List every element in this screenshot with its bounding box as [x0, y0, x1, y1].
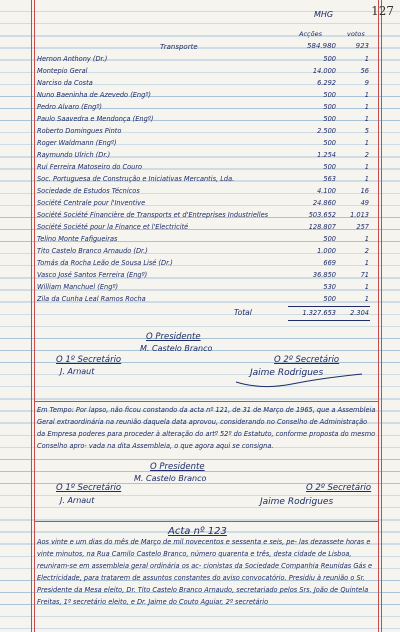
shareholder-row — [0, 283, 400, 294]
shareholder-shares: 128.807 — [308, 223, 336, 231]
shareholder-votes: 49 — [360, 199, 369, 207]
shareholder-votes: 1 — [364, 55, 369, 63]
shareholder-name: Roberto Domingues Pinto — [37, 127, 122, 135]
shareholder-name: Hernon Anthony (Dr.) — [37, 55, 108, 63]
shareholder-shares: 500 — [323, 163, 336, 171]
shareholder-shares: 14.000 — [312, 67, 336, 75]
shareholder-row — [0, 151, 400, 162]
shareholder-votes: 1 — [364, 91, 369, 99]
shareholder-row — [0, 295, 400, 306]
shareholder-row — [0, 55, 400, 66]
shareholder-name: William Manchuel (Engº) — [37, 283, 119, 291]
transport-label: Transporte — [160, 43, 198, 51]
shareholder-row — [0, 91, 400, 102]
shareholder-row — [0, 67, 400, 78]
shareholder-name: Société Centrale pour l'Inventive — [37, 199, 146, 207]
shareholder-name: Paulo Saavedra e Mendonça (Engº) — [37, 115, 154, 123]
shareholder-votes: 1 — [364, 175, 369, 183]
president-title-2: O Presidente — [150, 462, 205, 472]
shareholder-votes: 2 — [364, 151, 369, 159]
column-header-shares: Acções — [299, 30, 322, 38]
shareholder-votes: 56 — [360, 67, 369, 75]
first-secretary-signature-2: J. Arnaut — [60, 496, 95, 505]
shareholder-row — [0, 271, 400, 282]
second-secretary-signature-2: Jaime Rodrigues — [260, 497, 334, 507]
shareholder-votes: 1 — [364, 235, 369, 243]
correction-paragraph: Em Tempo: Por lapso, não ficou constando da acta nº 121, de 31 de Março de 1965, que a Assembleia Geral extraordinária na reunião daquela data aprovou, considerando no Conselho de Administração da Empresa poderes para proceder à alteração do artº 52º do Estatuto, conforme proposta do mesmo Conselho apro- vada na dita Assembleia, o que agora aqui se consigna. — [37, 406, 376, 451]
shareholder-name: Roger Waldmann (Engº) — [37, 139, 117, 147]
page-mark: MHG — [314, 10, 334, 19]
acta-paragraph: Aos vinte e um dias do mês de Março de mil novecentos e sessenta e seis, pe- las dezassete horas e vinte minutos, na Rua Camilo Castelo Branco, número quarenta e três, desta cidade de Lisboa, reuniram-se em assembleia geral ordinária os ac- cionistas da Sociedade Companhia Reunidas Gás e Electricidade, para tratarem de assuntos constantes do aviso convocatório. Presidiu à reunião o Sr. Presidente da Mesa eleito, Dr. Tito Castelo Branco Arnaudo, secretariado pelos Srs. João de Quintela Freitas, 1º secretário eleito, e Dr. Jaime do Couto Aguiar, 2º secretário — [37, 538, 373, 607]
shareholder-name: Rui Ferreira Matoseiro do Couro — [37, 163, 143, 171]
shareholder-row — [0, 259, 400, 270]
shareholder-votes: 2 — [364, 247, 369, 255]
shareholder-shares: 503.652 — [308, 211, 336, 219]
president-title: O Presidente — [146, 332, 201, 342]
transport-votes: 923 — [355, 42, 369, 50]
shareholder-name: Nuno Baeninha de Azevedo (Engº) — [37, 91, 151, 99]
shareholder-row — [0, 247, 400, 258]
shareholder-name: Tito Castelo Branco Arnaudo (Dr.) — [37, 247, 148, 255]
page-number: 127 — [371, 4, 394, 18]
total-double-rule — [288, 320, 370, 321]
first-secretary-title: O 1º Secretário — [56, 355, 122, 365]
shareholder-row — [0, 235, 400, 246]
shareholder-shares: 2.500 — [317, 127, 336, 135]
shareholder-shares: 36.850 — [312, 271, 336, 279]
shareholder-shares: 500 — [323, 91, 336, 99]
shareholder-votes: 257 — [356, 223, 369, 231]
shareholder-name: Raymundo Ulrich (Dr.) — [37, 151, 111, 159]
first-secretary-signature: J. Arnaut — [60, 367, 95, 376]
shareholder-shares: 6.292 — [317, 79, 336, 87]
shareholder-shares: 500 — [323, 55, 336, 63]
shareholder-shares: 500 — [323, 103, 336, 111]
shareholder-votes: 9 — [364, 79, 369, 87]
acta-title: Acta nº 123 — [168, 526, 227, 537]
shareholder-shares: 1.000 — [317, 247, 336, 255]
shareholder-name: Société Société Financière de Transports et d'Entreprises Industrielles — [37, 211, 269, 219]
shareholder-votes: 1 — [364, 139, 369, 147]
shareholder-shares: 500 — [323, 235, 336, 243]
shareholder-row — [0, 115, 400, 126]
section-divider-2 — [34, 521, 378, 522]
shareholder-votes: 5 — [364, 127, 369, 135]
total-label: Total — [234, 308, 252, 317]
shareholder-row — [0, 223, 400, 234]
shareholder-votes: 1 — [364, 115, 369, 123]
shareholder-name: Soc. Portuguesa de Construção e Iniciativas Mercantis, Lda. — [37, 175, 235, 183]
shareholder-row — [0, 199, 400, 210]
shareholder-row — [0, 127, 400, 138]
shareholder-shares: 500 — [323, 139, 336, 147]
shareholder-row — [0, 163, 400, 174]
column-header-votes: votos — [347, 30, 365, 38]
shareholder-row — [0, 139, 400, 150]
shareholder-votes: 1.013 — [350, 211, 369, 219]
shareholder-shares: 500 — [323, 115, 336, 123]
first-secretary-title-2: O 1º Secretário — [56, 483, 122, 493]
second-secretary-title-2: O 2º Secretário — [306, 483, 372, 493]
shareholder-shares: 24.860 — [312, 199, 336, 207]
shareholder-shares: 669 — [323, 259, 336, 267]
total-rule — [288, 306, 370, 307]
shareholder-votes: 1 — [364, 103, 369, 111]
section-divider-1 — [34, 401, 378, 402]
shareholder-votes: 1 — [364, 295, 369, 303]
shareholder-row — [0, 175, 400, 186]
shareholder-row — [0, 211, 400, 222]
shareholder-votes: 71 — [360, 271, 369, 279]
shareholder-name: Tomás da Rocha Leão de Sousa Lisé (Dr.) — [37, 259, 173, 267]
shareholder-row — [0, 103, 400, 114]
shareholder-name: Vasco José Santos Ferreira (Engº) — [37, 271, 148, 279]
total-shares: 1.327.653 — [302, 309, 336, 317]
shareholder-shares: 1.254 — [317, 151, 336, 159]
shareholder-row — [0, 187, 400, 198]
president-signature: M. Castelo Branco — [140, 344, 213, 353]
shareholder-name: Narciso da Costa — [37, 79, 93, 87]
shareholder-shares: 530 — [323, 283, 336, 291]
shareholder-votes: 1 — [364, 259, 369, 267]
shareholder-name: Zila da Cunha Leal Ramos Rocha — [37, 295, 146, 303]
shareholder-votes: 16 — [360, 187, 369, 195]
shareholder-name: Pedro Alvaro (Engº) — [37, 103, 102, 111]
total-votes: 2.304 — [350, 309, 369, 317]
second-secretary-signature: Jaime Rodrigues — [250, 368, 324, 378]
second-secretary-flourish — [232, 360, 372, 390]
shareholder-name: Montepio Geral — [37, 67, 88, 75]
shareholder-row — [0, 79, 400, 90]
second-secretary-title: O 2º Secretário — [274, 355, 340, 365]
shareholder-name: Telino Monte Fafigueiras — [37, 235, 118, 243]
shareholder-shares: 4.100 — [317, 187, 336, 195]
shareholder-shares: 500 — [323, 295, 336, 303]
shareholder-shares: 563 — [323, 175, 336, 183]
shareholder-votes: 1 — [364, 163, 369, 171]
transport-shares: 584.980 — [307, 42, 336, 50]
shareholder-votes: 1 — [364, 283, 369, 291]
president-signature-2: M. Castelo Branco — [134, 474, 207, 483]
shareholder-name: Société Société pour la Finance et l'Electricité — [37, 223, 189, 231]
shareholder-name: Sociedade de Estudos Técnicos — [37, 187, 140, 195]
